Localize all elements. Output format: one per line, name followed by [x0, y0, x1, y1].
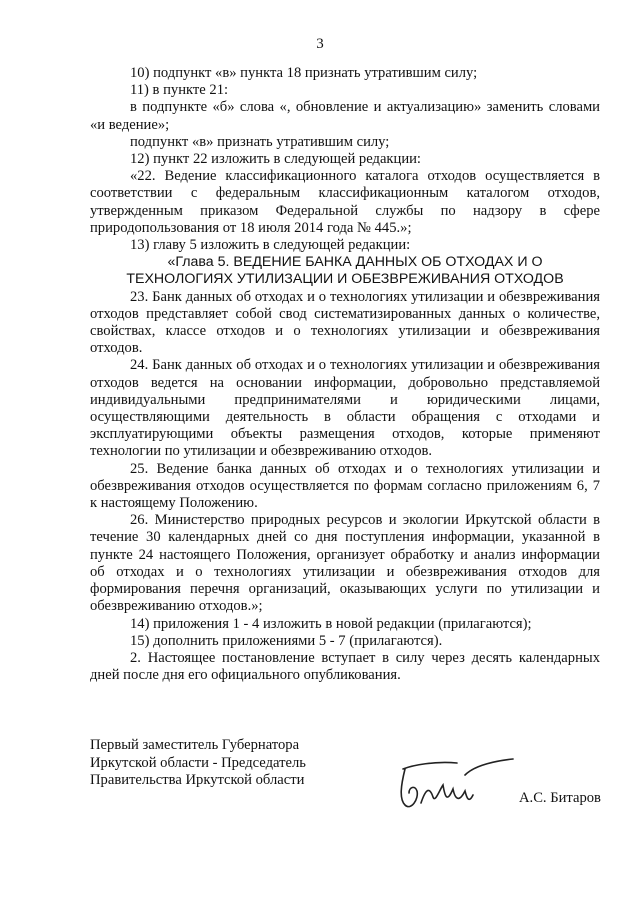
paragraph: «22. Ведение классификационного каталога отходов осуществляется в соответствии с федеральным классификационным каталогом отходов, утвержденным приказом Федеральной службы по надзору в сфере природопользования от 18 июля 2014 года № 445.»;	[90, 168, 600, 236]
handwritten-signature	[395, 755, 520, 815]
paragraph: 14) приложения 1 - 4 изложить в новой редакции (прилагаются);	[130, 615, 532, 632]
paragraph: 11) в пункте 21:	[130, 82, 229, 99]
signatory-title-line: Правительства Иркутской области	[90, 772, 305, 788]
paragraph: 23. Банк данных об отходах и о технологиях утилизации и обезвреживания отходов представляет собой свод систематизированных данных о количестве, свойствах, классе отходов и о технологиях утилизации и обезвреживания отходов.	[90, 288, 600, 357]
signatory-title-line: Первый заместитель Губернатора	[90, 737, 300, 753]
document-body	[90, 65, 600, 684]
signatory-title	[90, 737, 306, 790]
signatory-name: А.С. Битаров	[519, 790, 601, 806]
page-number: 3	[316, 36, 324, 52]
paragraph: 25. Ведение банка данных об отходах и о технологиях утилизации и обезвреживания отходов осуществляется по формам согласно приложениям 6, 7 к настоящему Положению.	[90, 460, 600, 512]
paragraph: 13) главу 5 изложить в следующей редакции:	[130, 237, 411, 254]
paragraph: подпункт «в» признать утратившим силу;	[130, 133, 390, 150]
paragraph: 15) дополнить приложениями 5 - 7 (прилагаются).	[130, 632, 443, 649]
paragraph: 24. Банк данных об отходах и о технологиях утилизации и обезвреживания отходов ведется на основании информации, добровольно представляемой индивидуальными предпринимателями и юридическими лицами, осуществляющими деятельность в области обращения с отходами и эксплуатирующими объекты размещения отходов, которые применяют технологии по утилизации и обезвреживанию отходов.	[90, 357, 600, 460]
paragraph: в подпункте «б» слова «, обновление и актуализацию» заменить словами «и ведение»;	[90, 99, 600, 133]
paragraph: 2. Настоящее постановление вступает в силу через десять календарных дней после дня его официального опубликования.	[90, 649, 600, 684]
chapter-heading-line: ТЕХНОЛОГИЯХ УТИЛИЗАЦИИ И ОБЕЗВРЕЖИВАНИЯ ОТХОДОВ	[126, 271, 564, 288]
signatory-title-line: Иркутской области - Председатель	[90, 754, 306, 771]
paragraph: 10) подпункт «в» пункта 18 признать утратившим силу;	[130, 65, 478, 81]
paragraph: 26. Министерство природных ресурсов и экологии Иркутской области в течение 30 календарных дней со дня поступления информации, указанной в пункте 24 настоящего Положения, организует обработку и анализ информации об отходах и о технологиях утилизации и обезвреживания отходов для формирования перечня организаций, оказывающих услуги по утилизации и обезвреживанию отходов.»;	[90, 512, 600, 615]
chapter-heading-line: «Глава 5. ВЕДЕНИЕ БАНКА ДАННЫХ ОБ ОТХОДАХ И О	[167, 254, 543, 271]
paragraph: 12) пункт 22 изложить в следующей редакции:	[130, 151, 421, 168]
